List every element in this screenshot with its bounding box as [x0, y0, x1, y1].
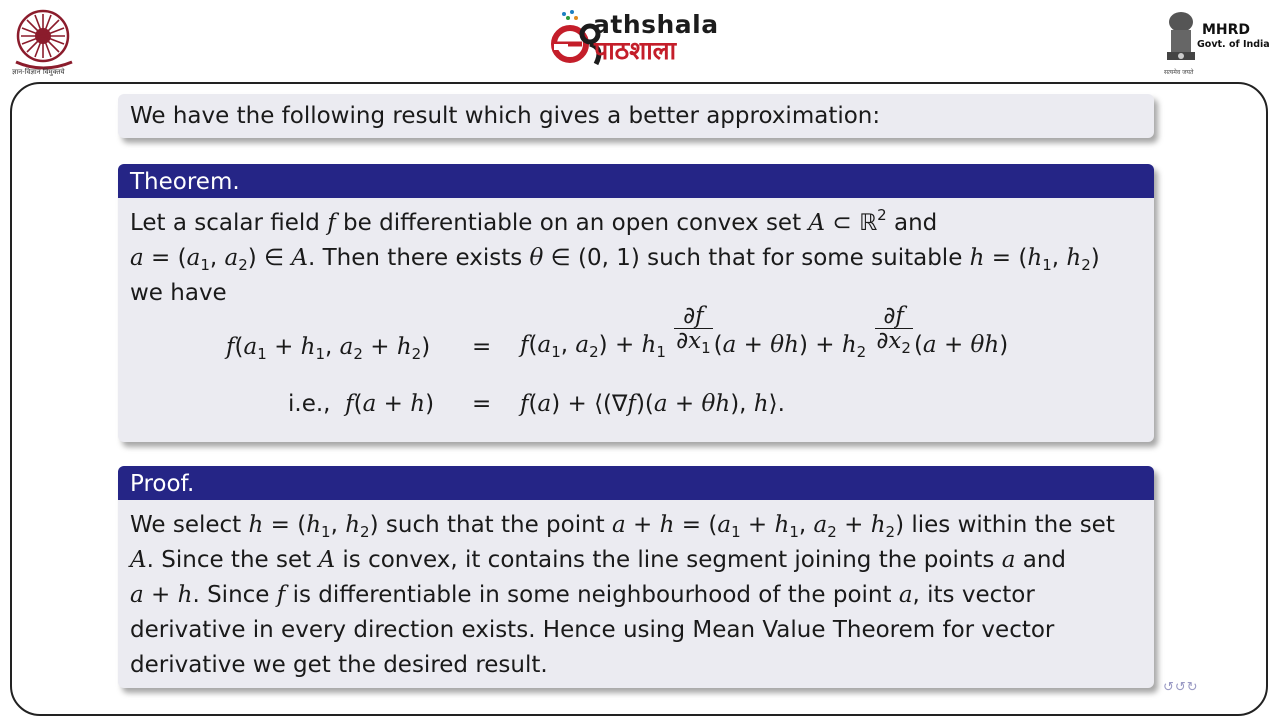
emblem-caption: सत्यमेव जयते [1164, 69, 1194, 76]
equation-line-1: $f(a_1 + h_1$, $a_2 + h_2$) [226, 334, 431, 363]
equation-rhs-2: f(a) + ⟨(∇f)(a + θh), h⟩. [520, 391, 785, 417]
proof-line-5: derivative we get the desired result. [130, 652, 548, 678]
header-bar [0, 0, 1280, 84]
intro-block [118, 94, 1154, 138]
equation-equals-1: = [472, 334, 492, 360]
proof-line-1: We select $h = (h_1$, $h_2$) such that the point $a + h = (a_1 + h_1$, $a_2 + h_2$) lies within the set [130, 512, 1115, 541]
national-emblem-icon [1160, 8, 1202, 70]
equation-line-2: i.e., f(a + h) [288, 391, 435, 417]
govt-subtitle: Govt. of India [1197, 39, 1270, 50]
proof-title: Proof. [118, 466, 1154, 500]
ugc-logo-caption: ज्ञान-विज्ञान विमुक्तये [12, 68, 65, 76]
theorem-line-1: Let a scalar field f be differentiable on an open convex set A ⊂ ℝ$^2$ and [130, 206, 938, 236]
equation-rhs-1: $f(a_1$, $a_2) + h_1$ $\frac{\partial f}{\partial x_1}$ $(a + \theta h) + h_2$ $\frac{\partial f}{\partial x_2}$ (a + θh) [520, 302, 1009, 361]
brand-name-hindi: पाठशाला [594, 36, 677, 65]
proof-line-4: derivative in every direction exists. Hence using Mean Value Theorem for vector [130, 617, 1055, 643]
proof-block [118, 466, 1154, 688]
theorem-title: Theorem. [118, 164, 1154, 198]
proof-line-2: A. Since the set A is convex, it contains the line segment joining the points a and [130, 547, 1067, 573]
theorem-block [118, 164, 1154, 442]
brand-name-english: athshala [593, 10, 719, 39]
theorem-line-2: $a = (a_1$, $a_2$) ∈ A. Then there exists θ ∈ (0, 1) such that for some suitable $h = (h_1$, $h_2$) [130, 245, 1100, 274]
mhrd-title: MHRD [1202, 22, 1251, 38]
theorem-line-3: we have [130, 280, 227, 306]
beamer-nav-icon[interactable]: ↺↺↻ [1163, 680, 1199, 695]
proof-line-3: a + h. Since f is differentiable in some neighbourhood of the point a, its vector [130, 582, 1035, 608]
equation-equals-2: = [472, 391, 492, 417]
intro-text: We have the following result which gives a better approximation: [130, 103, 881, 129]
